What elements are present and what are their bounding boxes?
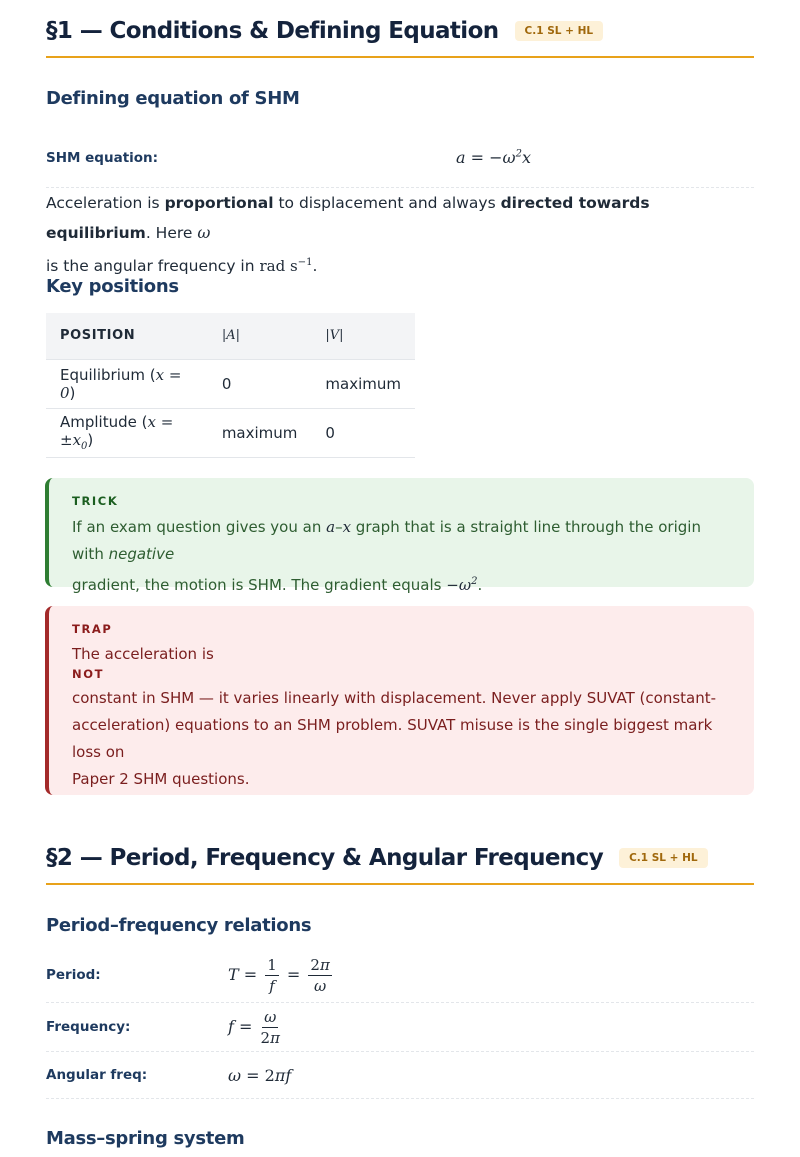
trick-callout xyxy=(45,478,754,594)
shm-equation-row xyxy=(46,128,754,188)
section-2-title: §2 — Period, Frequency & Angular Frequency xyxy=(46,845,604,871)
header-acceleration: |A| xyxy=(208,313,312,359)
angular-frequency-row xyxy=(46,1052,754,1099)
table-row xyxy=(46,408,415,457)
defining-equation-heading: Defining equation of SHM xyxy=(46,88,300,109)
section-1-title: §1 — Conditions & Defining Equation xyxy=(46,18,499,44)
unit-rad-per-s: rad $s^{-1}$ xyxy=(259,257,313,275)
proportional-emphasis: proportional xyxy=(164,194,274,212)
angular-frequency-label: Angular freq: xyxy=(46,1067,148,1083)
section-2-header xyxy=(46,845,754,885)
mass-spring-heading: Mass–spring system xyxy=(46,1128,245,1149)
velocity-cell: maximum xyxy=(311,359,415,408)
negative-emphasis: negative xyxy=(108,545,175,563)
acceleration-cell: maximum xyxy=(208,408,312,457)
period-label: Period: xyxy=(46,967,101,983)
frequency-label: Frequency: xyxy=(46,1019,131,1035)
trick-text: If an exam question gives you an a–x graph that is a straight line through the origin with negative gradient, the motion is SHM. The gradient equals $-\omega^2$. xyxy=(72,518,701,594)
trap-line-1: The acceleration is xyxy=(72,645,214,663)
table-header-row xyxy=(46,313,415,359)
frequency-equation: f = $\frac{\omega}{2\pi}$ xyxy=(228,1007,280,1047)
position-cell: Amplitude $(x = \pm x_0)$ xyxy=(46,408,208,457)
section-2-badge: C.1 SL + HL xyxy=(619,848,708,868)
table-row xyxy=(46,359,415,408)
position-cell: Equilibrium (x = 0) xyxy=(46,359,208,408)
trap-text: constant in SHM — it varies linearly with displacement. Never apply SUVAT (constant- acceleration) equations to an SHM problem. SUVAT misuse is the single biggest mark loss on Paper 2 SHM questions. xyxy=(72,689,717,788)
section-1-badge: C.1 SL + HL xyxy=(515,21,604,41)
period-frequency-heading: Period–frequency relations xyxy=(46,915,312,936)
frequency-row xyxy=(46,1003,754,1052)
trap-not: NOT xyxy=(72,667,105,681)
key-positions-table xyxy=(46,313,415,458)
shm-equation-label: SHM equation: xyxy=(46,149,159,166)
header-velocity: |V| xyxy=(311,313,415,359)
section-1-header xyxy=(46,18,754,58)
trick-tag: TRICK xyxy=(72,494,119,508)
key-positions-heading: Key positions xyxy=(46,276,179,297)
trap-tag: TRAP xyxy=(72,622,113,636)
period-row xyxy=(46,948,754,1003)
equilibrium-emphasis: directed towards equilibrium xyxy=(46,194,650,242)
header-position: POSITION xyxy=(46,313,208,359)
acceleration-cell: 0 xyxy=(208,359,312,408)
velocity-cell: 0 xyxy=(311,408,415,457)
omega-symbol: ω xyxy=(197,223,211,242)
trap-callout xyxy=(45,606,754,795)
angular-frequency-equation: ω = 2πf xyxy=(228,1065,292,1085)
shm-description: Acceleration is proportional to displacement and always directed towards equilibrium. Here ω is the angular frequency in rad $s^{-1}$. xyxy=(46,194,650,275)
period-equation: T = $\frac{1}{f}$ = $\frac{2\pi}{\omega}$ xyxy=(228,955,330,995)
shm-equation: $a = -\omega^2x$ xyxy=(456,148,531,167)
